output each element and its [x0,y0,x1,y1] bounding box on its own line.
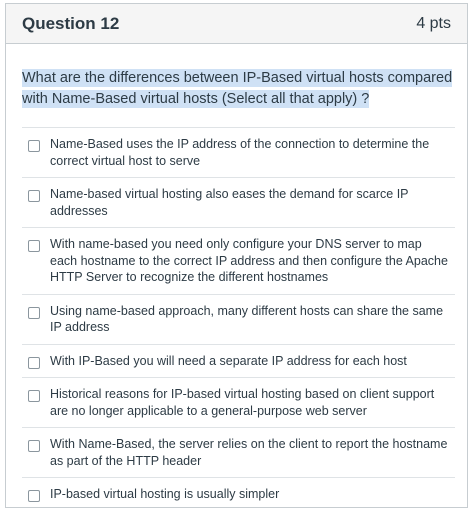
answer-checkbox[interactable] [28,357,40,369]
answer-label: Name-Based uses the IP address of the connection to determine the correct virtual host to serve [50,137,430,168]
question-title: Question 12 [22,13,120,33]
answer-label: Using name-based approach, many different hosts can share the same IP address [50,303,444,334]
question-card [5,3,468,508]
answer-option[interactable] [22,345,455,379]
answer-option[interactable] [22,378,455,428]
question-points: 4 pts [416,14,451,32]
answer-option[interactable] [22,295,455,345]
answer-list [22,127,455,511]
answer-option[interactable] [22,178,455,228]
answer-label: IP-based virtual hosting is usually simpler [50,487,280,501]
answer-option[interactable] [22,428,455,478]
answer-label: With IP-Based you will need a separate IP address for each host [50,353,407,368]
answer-checkbox[interactable] [28,240,40,252]
question-header [6,4,467,44]
answer-label: With name-based you need only configure your DNS server to map each hostname to the correct IP address and then configure the Apache HTTP Server to recognize the different hostnames [50,237,448,284]
answer-checkbox[interactable] [28,190,40,202]
answer-checkbox[interactable] [28,490,40,502]
answer-checkbox[interactable] [28,140,40,152]
answer-label: Name-based virtual hosting also eases the demand for scarce IP addresses [50,187,409,218]
answer-label: Historical reasons for IP-based virtual hosting based on client support are no longer applicable to a general-purpose web server [50,387,435,418]
answer-checkbox[interactable] [28,440,40,452]
answer-checkbox[interactable] [28,307,40,319]
answer-option[interactable] [22,128,455,178]
question-prompt-text: What are the differences between IP-Based virtual hosts compared with Name-Based virtual hosts (Select all that apply) ? [22,70,453,107]
answer-label: With Name-Based, the server relies on the client to report the hostname as part of the HTTP header [50,437,448,468]
answer-checkbox[interactable] [28,390,40,402]
question-prompt [22,68,455,110]
answer-option[interactable] [22,228,455,295]
answer-option[interactable] [22,478,455,511]
